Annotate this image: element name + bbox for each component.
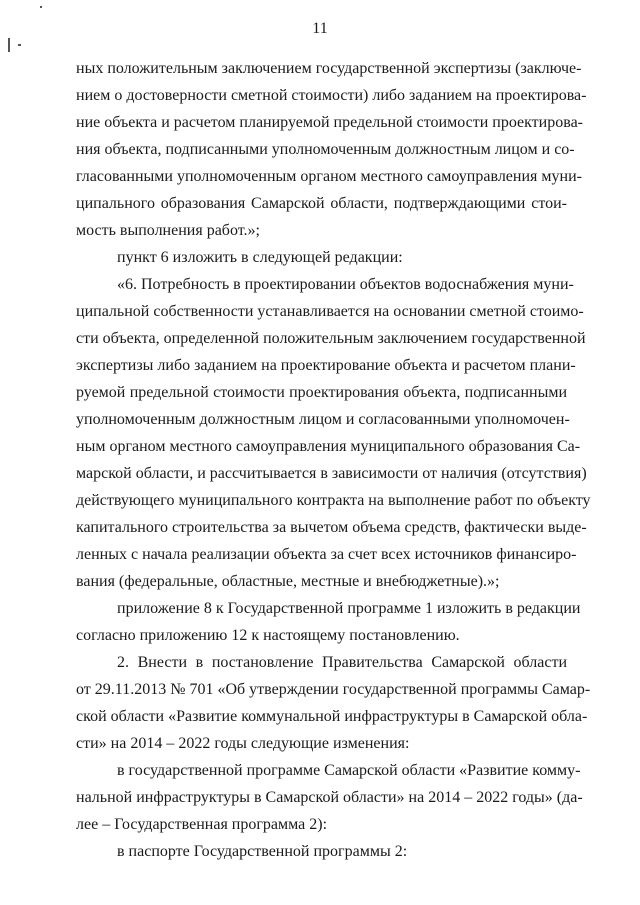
text-line: приложение 8 к Государственной программе 1 изложить в редакции <box>117 600 581 617</box>
text-line: от 29.11.2013 № 701 «Об утверждении государственной программы Самар- <box>76 681 591 698</box>
text-line: ние объекта и расчетом планируемой предельной стоимости проектирова- <box>76 114 584 131</box>
text-line: ния объекта, подписанными уполномоченным должностным лицом и со- <box>76 141 575 158</box>
text-line: ным органом местного самоуправления муниципального образования Са- <box>76 438 581 455</box>
text-line: действующего муниципального контракта на выполнение работ по объекту <box>76 492 591 509</box>
scan-mark <box>8 38 10 52</box>
text-line: нальной инфраструктуры в Самарской области» на 2014 – 2022 годы» (да- <box>76 789 583 806</box>
text-line: руемой предельной стоимости проектирования объекта, подписанными <box>76 384 567 401</box>
text-line: «6. Потребность в проектировании объектов водоснабжения муни- <box>117 276 574 293</box>
text-line: ных положительным заключением государственной экспертизы (заключе- <box>76 60 582 77</box>
text-line: ципальной собственности устанавливается на основании сметной стоимо- <box>76 303 584 320</box>
text-line: гласованными уполномоченным органом местного самоуправления муни- <box>76 168 582 185</box>
text-line: капитального строительства за вычетом объема средств, фактически выде- <box>76 519 587 536</box>
text-line: ской области «Развитие коммунальной инфраструктуры в Самарской обла- <box>76 708 588 725</box>
text-line: сти» на 2014 – 2022 годы следующие изменения: <box>76 735 410 752</box>
page-number: 11 <box>312 20 328 37</box>
scan-mark <box>18 44 21 46</box>
text-line: согласно приложению 12 к настоящему постановлению. <box>76 627 460 644</box>
text-line: ципального образования Самарской области, подтверждающими стои- <box>76 195 567 212</box>
text-line: пункт 6 изложить в следующей редакции: <box>117 249 403 266</box>
text-line: 2. Внести в постановление Правительства Самарской области <box>117 654 567 671</box>
scan-mark <box>40 6 42 8</box>
text-line: вания (федеральные, областные, местные и внебюджетные).»; <box>76 573 500 590</box>
text-line: мость выполнения работ.»; <box>76 222 260 239</box>
text-line: сти объекта, определенной положительным заключением государственной <box>76 330 586 347</box>
text-line: лее – Государственная программа 2): <box>76 816 328 833</box>
text-line: экспертизы либо заданием на проектирование объекта и расчетом плани- <box>76 357 576 374</box>
text-line: ленных с начала реализации объекта за счет всех источников финансиро- <box>76 546 577 563</box>
text-line: уполномоченным должностным лицом и согласованными уполномочен- <box>76 411 570 428</box>
text-line: в государственной программе Самарской области «Развитие комму- <box>117 762 581 779</box>
text-line: марской области, и рассчитывается в зависимости от наличия (отсутствия) <box>76 465 587 482</box>
text-line: нием о достоверности сметной стоимости) либо заданием на проектирова- <box>76 87 587 104</box>
text-line: в паспорте Государственной программы 2: <box>117 843 408 860</box>
